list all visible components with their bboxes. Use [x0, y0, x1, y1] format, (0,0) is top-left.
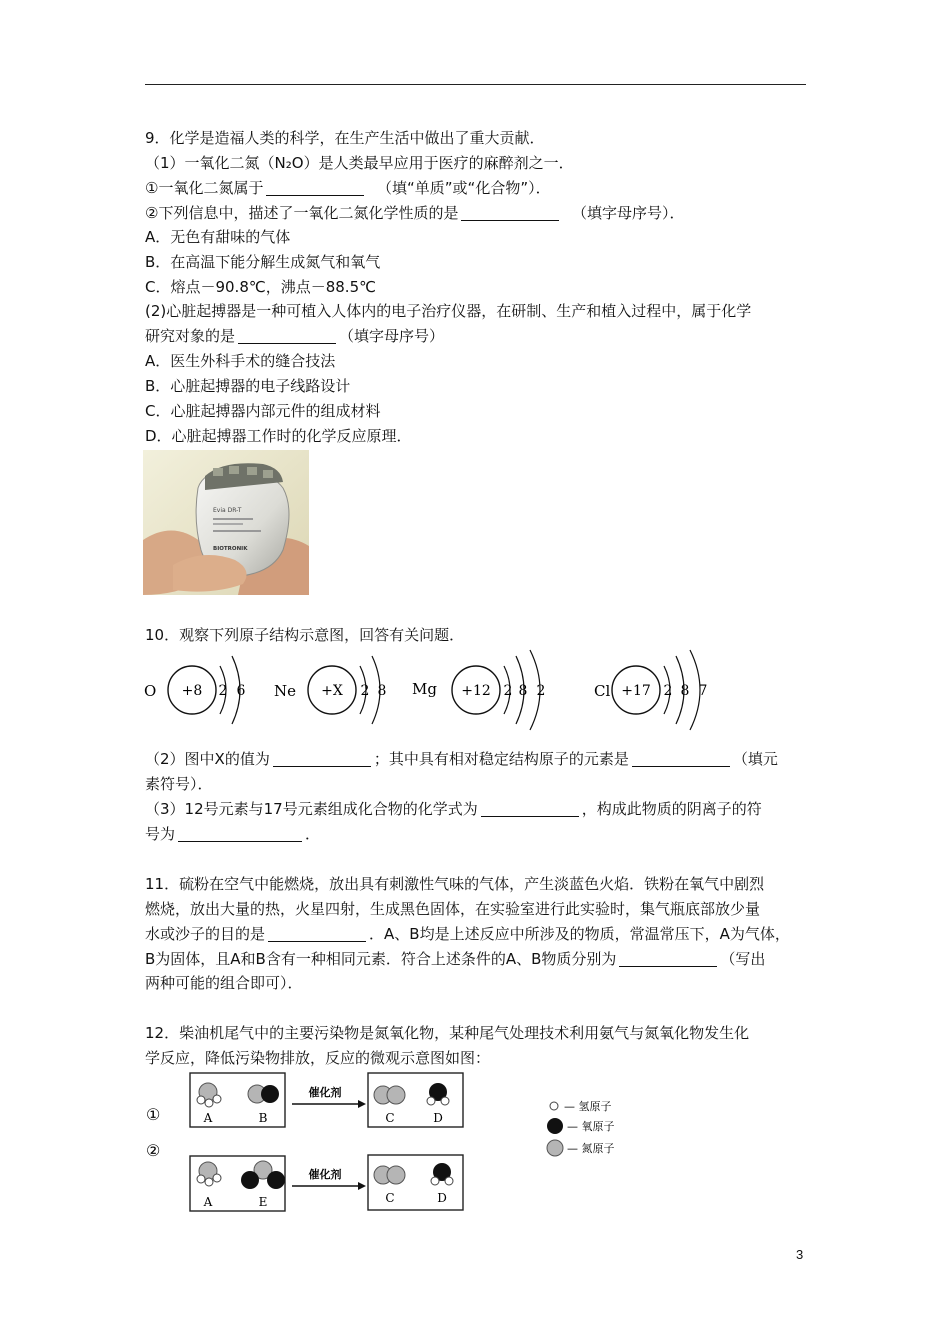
q9-part2-prefix: 研究对象的是	[145, 327, 236, 345]
atom-symbol: Cl	[594, 682, 611, 700]
atom-neon	[274, 656, 386, 724]
device-model-text: Evia DR-T	[213, 507, 242, 514]
answer-blank	[481, 800, 579, 817]
legend-label: — 氢原子	[564, 1100, 612, 1113]
q11-line4-prefix: B为固体，且A和B含有一种相同元素．符合上述条件的A、B物质分别为	[145, 950, 617, 968]
q12-line2: 学反应，降低污染物排放，反应的微观示意图如图：	[145, 1049, 491, 1067]
q11-line3-suffix: ．A、B均是上述反应中所涉及的物质，常温常压下，A为气体，	[369, 925, 790, 943]
shell-electrons: 8	[680, 683, 690, 699]
ammonia-molecule	[197, 1083, 221, 1107]
reaction-number: ①	[146, 1105, 161, 1124]
q10-part2-prefix: （2）图中X的值为	[145, 750, 270, 768]
device-brand-text: BIOTRONIK	[213, 546, 248, 552]
q9-title: 9．化学是造福人类的科学，在生产生活中做出了重大贡献．	[145, 129, 545, 147]
nitric-oxide-molecule	[248, 1085, 279, 1103]
q9-part1: （1）一氧化二氮（N₂O）是人类最早应用于医疗的麻醉剂之一．	[145, 154, 574, 172]
q10-part3-line2	[145, 823, 320, 845]
q11-line3	[145, 923, 790, 945]
atom-nucleus: +8	[181, 683, 203, 699]
answer-blank	[273, 750, 371, 767]
nitrogen-molecule	[374, 1166, 405, 1184]
atom-chlorine	[594, 650, 707, 730]
pacemaker-photo	[143, 450, 309, 595]
answer-blank	[268, 925, 366, 942]
nitrogen-dioxide-molecule	[241, 1161, 285, 1189]
q9-part2-option-a: A．医生外科手术的缝合技法	[145, 352, 336, 370]
molecule-label: D	[433, 1111, 443, 1125]
molecule-label: C	[385, 1111, 395, 1125]
catalyst-label: 催化剂	[308, 1168, 342, 1181]
q9-option-c: C．熔点－90.8℃，沸点－88.5℃	[145, 278, 376, 296]
q9-part2-line2	[145, 325, 444, 347]
shell-electrons: 2	[218, 683, 228, 699]
molecule-label: D	[437, 1191, 447, 1205]
molecule-label: A	[203, 1111, 213, 1125]
answer-blank	[178, 825, 302, 842]
q9-part2-suffix: （填字母序号）	[339, 327, 445, 345]
answer-blank	[632, 750, 730, 767]
q9-part1a-suffix: （填“单质”或“化合物”）．	[377, 179, 551, 197]
atom-oxygen	[144, 656, 246, 724]
oxygen-atom-swatch	[547, 1118, 563, 1134]
q10-part3-suffix: ，构成此物质的阴离子的符	[581, 800, 762, 818]
q9-part2-option-b: B．心脏起搏器的电子线路设计	[145, 377, 351, 395]
q11-line3-prefix: 水或沙子的目的是	[145, 925, 266, 943]
atom-magnesium	[412, 650, 545, 730]
q9-part2-line1: (2)心脏起搏器是一种可植入人体内的电子治疗仪器，在研制、生产和植入过程中，属于化学	[145, 302, 752, 320]
answer-blank	[238, 327, 336, 344]
q11-line5: 两种可能的组合即可）．	[145, 974, 303, 992]
q9-option-a: A．无色有甜味的气体	[145, 228, 291, 246]
atom-nucleus: +12	[461, 683, 491, 699]
reaction-number: ②	[146, 1141, 161, 1160]
atomic-structure-diagram	[140, 648, 720, 732]
q10-part2-suffix: （填元	[732, 750, 778, 768]
shell-electrons: 8	[377, 683, 387, 699]
q10-part2-line2: 素符号）．	[145, 775, 213, 793]
q10-part2-middle: ；其中具有相对稳定结构原子的元素是	[373, 750, 629, 768]
q12-line1: 12．柴油机尾气中的主要污染物是氮氧化物，某种尾气处理技术利用氨气与氮氧化物发生化	[145, 1024, 750, 1042]
q11-line4-suffix: （写出	[720, 950, 766, 968]
molecule-label: E	[258, 1195, 268, 1209]
q10-part2	[145, 748, 778, 770]
atom-symbol: Mg	[412, 680, 437, 698]
atom-nucleus: +X	[321, 683, 343, 699]
nitrogen-molecule	[374, 1086, 405, 1104]
q10-title: 10．观察下列原子结构示意图，回答有关问题．	[145, 626, 465, 644]
q10-part3-prefix: （3）12号元素与17号元素组成化合物的化学式为	[145, 800, 478, 818]
q10-part3-line2-prefix: 号为	[145, 825, 176, 843]
q10-part3-line2-suffix: ．	[305, 825, 321, 843]
atom-symbol: Ne	[274, 682, 297, 700]
header-rule	[145, 84, 806, 85]
answer-blank	[266, 179, 364, 196]
molecule-label: A	[203, 1195, 213, 1209]
q10-part3	[145, 798, 762, 820]
atom-nucleus: +17	[621, 683, 651, 699]
reaction-2	[146, 1141, 463, 1211]
q9-part1a	[145, 177, 551, 199]
q9-part1b-prefix: ②下列信息中，描述了一氧化二氮化学性质的是	[145, 204, 459, 222]
molecule-label: C	[385, 1191, 395, 1205]
water-molecule	[431, 1163, 453, 1185]
hydrogen-atom-swatch	[550, 1102, 558, 1110]
atom-legend	[547, 1099, 615, 1156]
molecule-label: B	[258, 1111, 268, 1125]
q11-line2: 燃烧，放出大量的热，火星四射，生成黑色固体，在实验室进行此实验时，集气瓶底部放少量	[145, 900, 761, 918]
shell-electrons: 6	[236, 683, 246, 699]
shell-electrons: 8	[518, 683, 528, 699]
q9-part1a-prefix: ①一氧化二氮属于	[145, 179, 264, 197]
answer-blank	[461, 204, 559, 221]
reaction-1	[146, 1073, 463, 1127]
catalyst-label: 催化剂	[308, 1086, 342, 1099]
q9-option-b: B．在高温下能分解生成氮气和氧气	[145, 253, 381, 271]
shell-electrons: 2	[360, 683, 370, 699]
legend-label: — 氮原子	[567, 1142, 615, 1155]
shell-electrons: 2	[503, 683, 513, 699]
q11-line4	[145, 948, 765, 970]
q9-part2-option-c: C．心脏起搏器内部元件的组成材料	[145, 402, 381, 420]
q9-part1b	[145, 202, 685, 224]
answer-blank	[619, 950, 717, 967]
q11-line1: 11．硫粉在空气中能燃烧，放出具有刺激性气味的气体，产生淡蓝色火焰．铁粉在氧气中剧烈	[145, 875, 765, 893]
shell-electrons: 2	[663, 683, 673, 699]
shell-electrons: 7	[698, 683, 708, 699]
legend-label: — 氧原子	[567, 1120, 615, 1133]
nitrogen-atom-swatch	[547, 1140, 563, 1156]
ammonia-molecule	[197, 1162, 221, 1186]
page-number: 3	[796, 1247, 804, 1262]
water-molecule	[427, 1083, 449, 1105]
q9-part1b-suffix: （填字母序号）．	[572, 204, 685, 222]
reaction-micro-diagram	[140, 1068, 640, 1218]
shell-electrons: 2	[536, 683, 546, 699]
q9-part2-option-d: D．心脏起搏器工作时的化学反应原理．	[145, 427, 412, 445]
atom-symbol: O	[144, 682, 157, 700]
